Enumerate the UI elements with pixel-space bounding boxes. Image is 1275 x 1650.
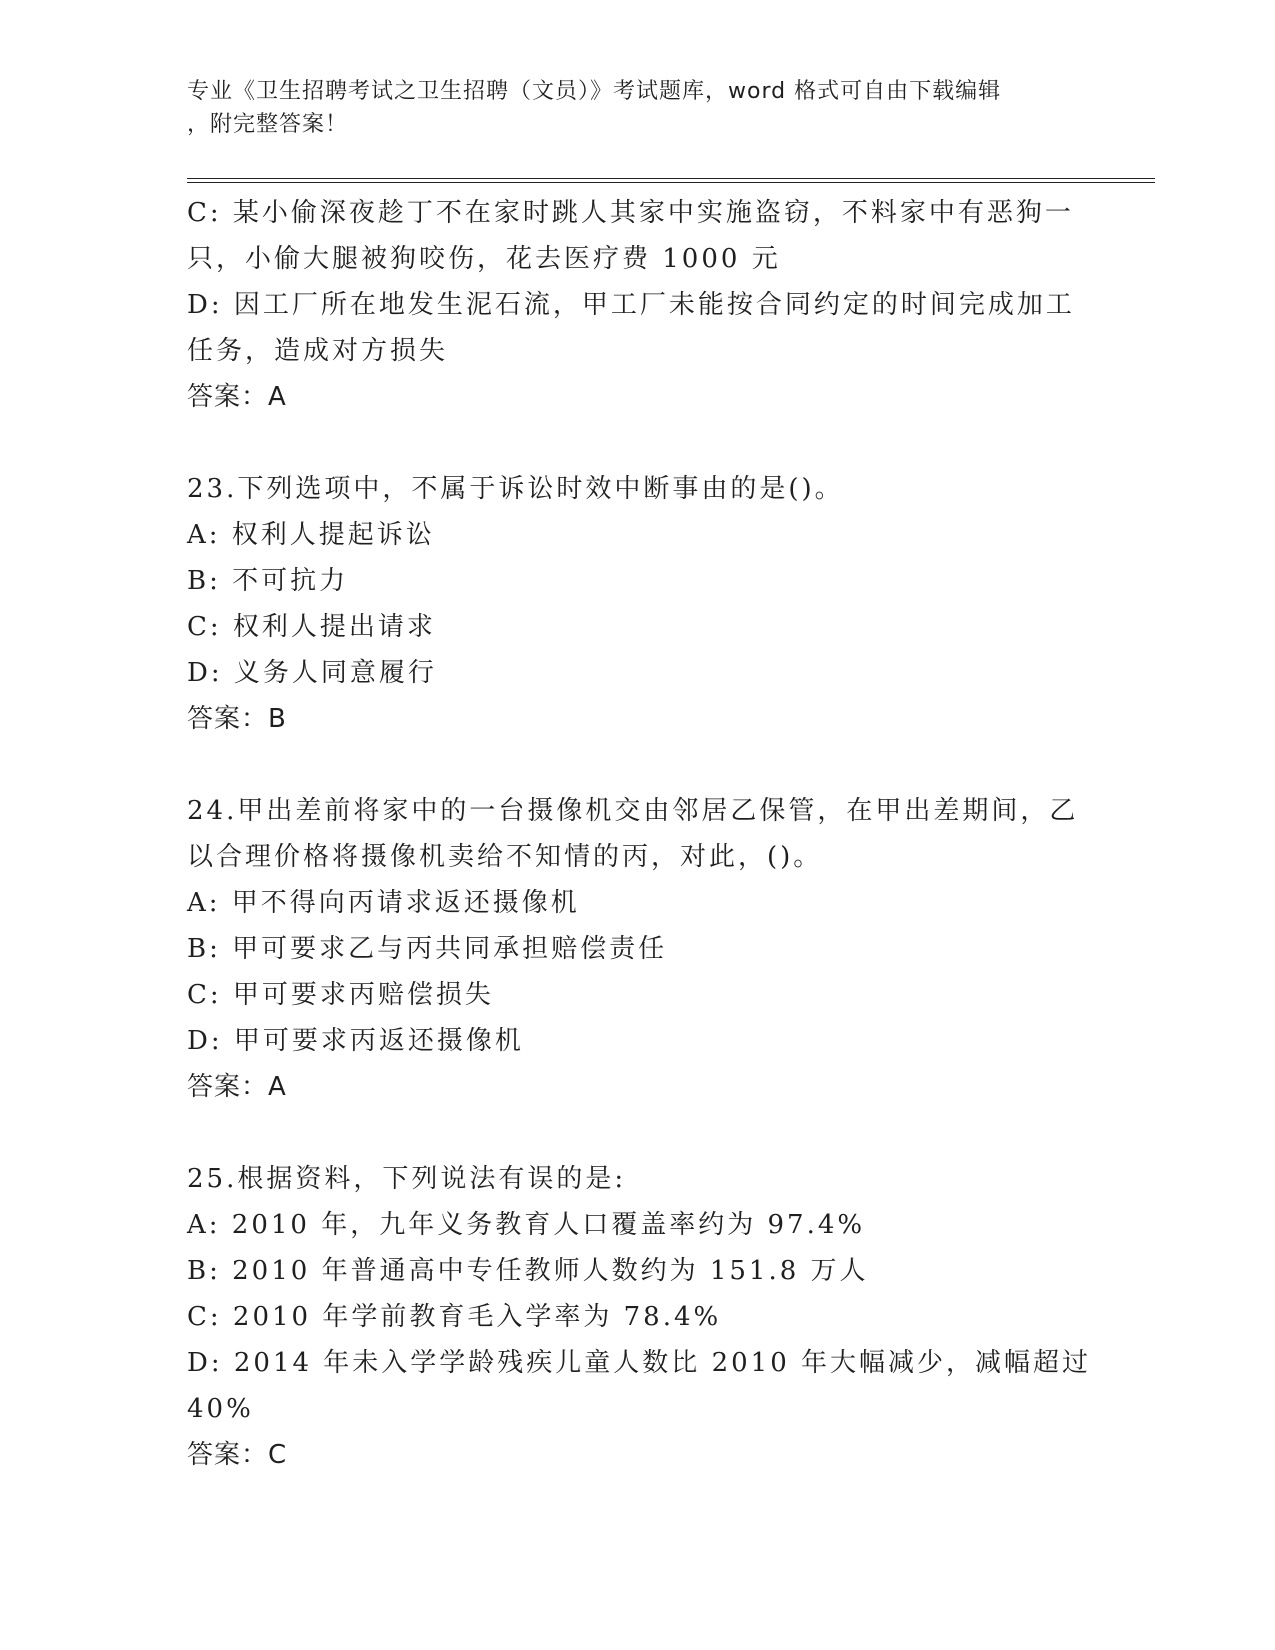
question-24-stem-line-1: 24.甲出差前将家中的一台摄像机交由邻居乙保管，在甲出差期间，乙 xyxy=(187,796,1079,826)
question-24-option-b: B: 甲可要求乙与丙共同承担赔偿责任 xyxy=(187,934,668,964)
question-23 xyxy=(187,466,1087,742)
option-d-line-2: 任务，造成对方损失 xyxy=(187,336,449,366)
question-24 xyxy=(187,788,1087,1110)
question-24-stem-line-2: 以合理价格将摄像机卖给不知情的丙，对此，()。 xyxy=(187,842,823,872)
option-c-line-1: C: 某小偷深夜趁丁不在家时跳人其家中实施盗窃，不料家中有恶狗一 xyxy=(187,198,1074,228)
question-23-stem: 23.下列选项中，不属于诉讼时效中断事由的是()。 xyxy=(187,474,844,504)
question-23-option-b: B: 不可抗力 xyxy=(187,566,349,596)
question-23-option-c: C: 权利人提出请求 xyxy=(187,612,436,642)
question-24-option-c: C: 甲可要求丙赔偿损失 xyxy=(187,980,494,1010)
question-22-continued xyxy=(187,190,1087,420)
option-d-line-1: D: 因工厂所在地发生泥石流，甲工厂未能按合同约定的时间完成加工 xyxy=(187,290,1075,320)
question-25-option-c: C: 2010 年学前教育毛入学率为 78.4% xyxy=(187,1302,722,1332)
document-body xyxy=(187,190,1092,1478)
question-23-option-a: A: 权利人提起诉讼 xyxy=(187,520,435,550)
question-25-option-d-line-1: D: 2014 年未入学学龄残疾儿童人数比 2010 年大幅减少，减幅超过 xyxy=(187,1348,1092,1378)
answer-24: 答案：A xyxy=(187,1072,287,1102)
question-24-option-a: A: 甲不得向丙请求返还摄像机 xyxy=(187,888,580,918)
question-25-option-d-line-2: 40% xyxy=(187,1394,254,1424)
header-double-rule xyxy=(187,178,1155,183)
question-24-option-d: D: 甲可要求丙返还摄像机 xyxy=(187,1026,524,1056)
option-c-line-2: 只，小偷大腿被狗咬伤，花去医疗费 1000 元 xyxy=(187,244,781,274)
answer-25: 答案：C xyxy=(187,1440,288,1470)
question-25-option-b: B: 2010 年普通高中专任教师人数约为 151.8 万人 xyxy=(187,1256,869,1286)
header-title-line-2: ，附完整答案！ xyxy=(187,112,349,137)
answer-22: 答案：A xyxy=(187,382,287,412)
header-title-line-1: 专业《卫生招聘考试之卫生招聘（文员）》考试题库，word 格式可自由下载编辑 xyxy=(187,79,1002,104)
question-23-option-d: D: 义务人同意履行 xyxy=(187,658,437,688)
question-25 xyxy=(187,1156,1092,1478)
question-25-stem: 25.根据资料，下列说法有误的是: xyxy=(187,1164,627,1194)
document-header xyxy=(187,75,1067,141)
answer-23: 答案：B xyxy=(187,704,287,734)
question-25-option-a: A: 2010 年，九年义务教育人口覆盖率约为 97.4% xyxy=(187,1210,866,1240)
